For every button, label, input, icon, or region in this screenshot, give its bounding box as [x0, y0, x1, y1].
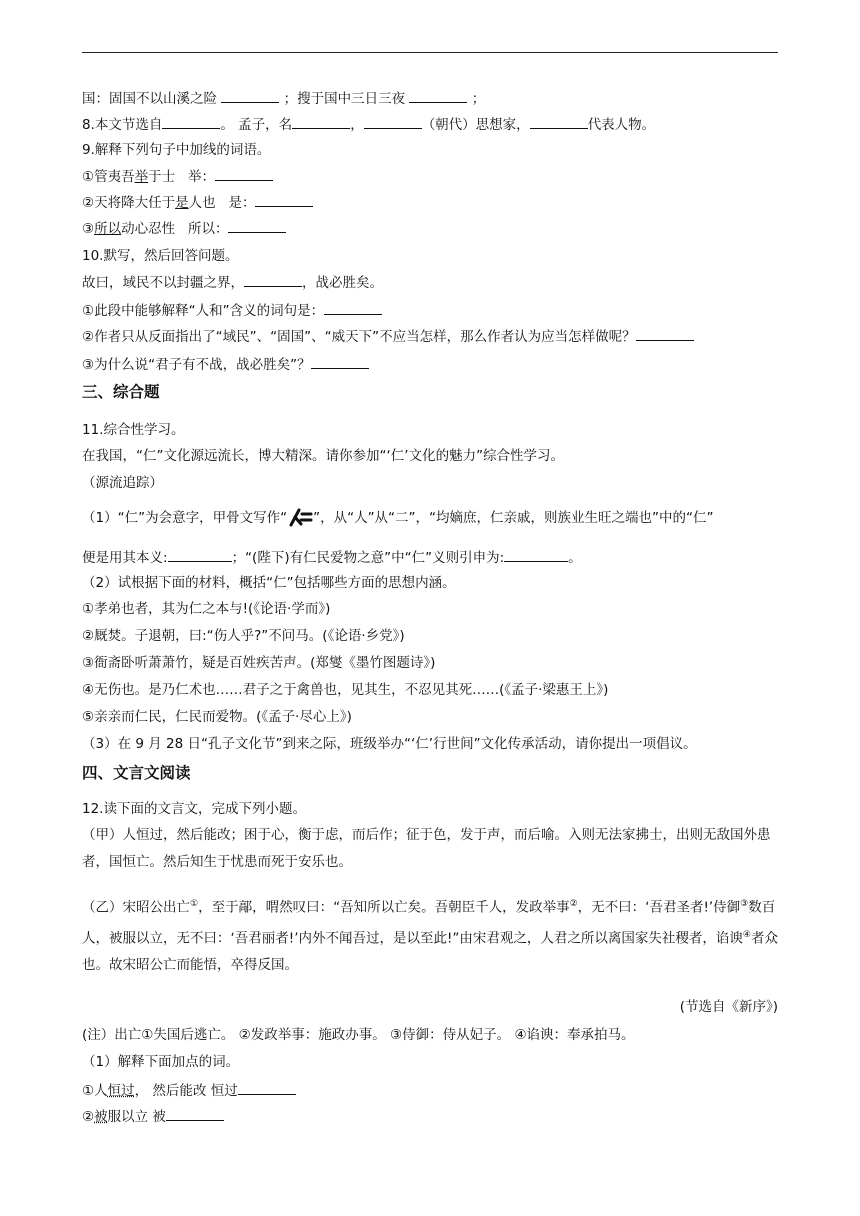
q12-notes: (注）出亡①失国后逃亡。 ②发政举事：施政办事。 ③侍御：侍从妃子。 ④谄谀：奉承拍马。 — [82, 1027, 635, 1043]
answer-blank[interactable] — [221, 88, 279, 103]
text: ②作者只从反面指出了“域民”、“固国”、“威天下”不应当怎样，那么作者认为应当怎样做呢？ — [82, 329, 636, 345]
q12-passage-yi — [82, 891, 778, 979]
answer-blank[interactable] — [238, 1080, 296, 1095]
text: ①管夷吾 — [82, 169, 135, 185]
section-heading-4: 四、文言文阅读 — [82, 764, 191, 782]
underlined-word: 所以 — [94, 221, 122, 237]
text: 举： — [187, 169, 215, 185]
text: （乙）宋昭公出亡 — [82, 899, 190, 916]
q11-part3: （3）在 9 月 28 日“孔子文化节”到来之际，班级举办“‘仁’行世间”文化传承活动，请你提出一项倡议。 — [82, 736, 697, 752]
text: 人也 — [188, 195, 216, 211]
underlined-word: 举 — [134, 169, 149, 185]
text: 国：固国不以山溪之险 — [82, 91, 217, 107]
text: （1）“仁”为会意字，甲骨文写作“ — [82, 510, 288, 526]
q11-title: 11.综合性学习。 — [82, 422, 185, 438]
answer-blank[interactable] — [215, 166, 273, 181]
text: 8.本文节选自 — [82, 117, 163, 133]
answer-blank[interactable] — [530, 114, 588, 129]
q8-line — [82, 114, 655, 135]
q10-passage — [82, 272, 383, 293]
underlined-word: 是 — [175, 195, 189, 211]
answer-blank[interactable] — [636, 326, 694, 341]
text: ”，从“人”从“二”，“均嫡庶，仁亲戚，则族业生旺之端也”中的“仁” — [313, 510, 714, 526]
text: ② — [82, 1109, 95, 1125]
text: 者众也。故宋昭公亡而能悟，卒得反国。 — [82, 930, 778, 973]
text: ；“(陛下)有仁民爱物之意”中“仁”义则引申为: — [231, 550, 505, 566]
text: 便是用其本义: — [82, 550, 168, 566]
text: 所以： — [187, 221, 229, 237]
text: ，无不曰：‘吾君圣者!’侍御 — [577, 899, 741, 916]
text: （朝代）思想家， — [421, 117, 530, 133]
answer-blank[interactable] — [409, 88, 467, 103]
dotted-word: 恒过 — [107, 1083, 135, 1099]
q7-fill-line — [82, 88, 485, 109]
text: ①人 — [82, 1083, 108, 1099]
source-citation: (节选自《新序》) — [679, 999, 778, 1015]
text: 故曰，域民不以封疆之界， — [82, 275, 244, 291]
q9-item-1 — [82, 166, 273, 187]
answer-blank[interactable] — [364, 114, 422, 129]
q11-part2: （2）试根据下面的材料，概括“仁”包括哪些方面的思想内涵。 — [82, 575, 456, 591]
text: 于士 — [148, 169, 176, 185]
answer-blank[interactable] — [311, 354, 369, 369]
answer-blank[interactable] — [244, 272, 302, 287]
q12-title: 12.读下面的文言文，完成下列小题。 — [82, 801, 306, 817]
text: ③为什么说“君子有不战，战必胜矣”？ — [82, 357, 311, 373]
q12-passage-jia: （甲）人恒过，然后能改；困于心，衡于虑，而后作；征于色，发于声，而后喻。入则无法家拂士，出则无敌国外患者，国恒亡。然后知生于忧患而死于安乐也。 — [82, 827, 771, 870]
footnote-mark: ③ — [740, 899, 749, 909]
oracle-bone-ren-icon — [287, 507, 313, 529]
q12-word-2 — [82, 1106, 224, 1127]
dotted-word: 被 — [94, 1109, 108, 1125]
answer-blank[interactable] — [504, 547, 568, 562]
header-rule — [82, 52, 778, 53]
q10-title: 10.默写，然后回答问题。 — [82, 248, 239, 264]
footnote-mark: ② — [569, 899, 578, 909]
q10-sub-3 — [82, 354, 369, 375]
text: 。 — [568, 550, 582, 566]
text: ③ — [82, 221, 95, 237]
answer-blank[interactable] — [162, 114, 220, 129]
answer-blank[interactable] — [228, 218, 286, 233]
answer-blank[interactable] — [255, 192, 313, 207]
text: ①此段中能够解释“人和”含义的词句是： — [82, 303, 325, 319]
text: 代表人物。 — [587, 117, 656, 133]
answer-blank[interactable] — [166, 1106, 224, 1121]
q9-title: 9.解释下列句子中加线的词语。 — [82, 142, 271, 158]
q12-word-1 — [82, 1080, 296, 1101]
text: ，至于鄗，喟然叹曰：“吾知所以亡矣。吾朝臣千人，发政举事 — [198, 899, 570, 916]
q10-sub-2 — [82, 326, 694, 347]
q9-item-3 — [82, 218, 286, 239]
text: ，战必胜矣。 — [302, 275, 383, 291]
q9-item-2 — [82, 192, 313, 213]
answer-blank[interactable] — [168, 547, 232, 562]
text: 数百人，被服以立，无不曰：‘吾君丽者!’内外不闻吾过，是以至此!”由宋君观之，人君之所以离国家失社稷者，谄谀 — [82, 899, 776, 946]
q11-intro: 在我国，“仁”文化源远流长，博大精深。请你参加“‘仁’文化的魅力”综合性学习。 — [82, 448, 565, 464]
q12-sub-1: （1）解释下面加点的词。 — [82, 1054, 240, 1070]
answer-blank[interactable] — [324, 300, 382, 315]
text: 。 孟子，名 — [220, 117, 293, 133]
q11-part1-line2 — [82, 547, 582, 568]
text: 动心忍性 — [121, 221, 176, 237]
text: ， — [350, 117, 364, 133]
text: 服以立 被 — [107, 1109, 166, 1125]
q11-material-1: ①孝弟也者，其为仁之本与!(《论语·学而》) — [82, 601, 331, 617]
text: ②天将降大任于 — [82, 195, 176, 211]
q10-sub-1 — [82, 300, 382, 321]
q11-material-4: ④无伤也。是乃仁术也……君子之于禽兽也，见其生，不忍见其死……(《孟子·梁惠王上》) — [82, 682, 609, 698]
text: ；搜于国中三日三夜 — [283, 91, 406, 107]
section-heading-3: 三、综合题 — [82, 383, 160, 401]
answer-blank[interactable] — [292, 114, 350, 129]
q11-material-3: ③衙斋卧听萧萧竹，疑是百姓疾苦声。(郑燮《墨竹图题诗》) — [82, 655, 436, 671]
q11-material-2: ②厩焚。子退朝，曰:“伤人乎?”不问马。(《论语·乡党》) — [82, 628, 405, 644]
text: ； — [471, 91, 486, 107]
q11-origin: （源流追踪） — [82, 475, 163, 491]
footnote-mark: ① — [190, 899, 199, 909]
text: ， 然后能改 恒过 — [134, 1083, 238, 1099]
text: 是： — [228, 195, 256, 211]
q11-material-5: ⑤亲亲而仁民，仁民而爱物。(《孟子·尽心上》) — [82, 709, 352, 725]
q11-part1-line1 — [82, 507, 714, 529]
footnote-mark: ④ — [742, 929, 751, 940]
